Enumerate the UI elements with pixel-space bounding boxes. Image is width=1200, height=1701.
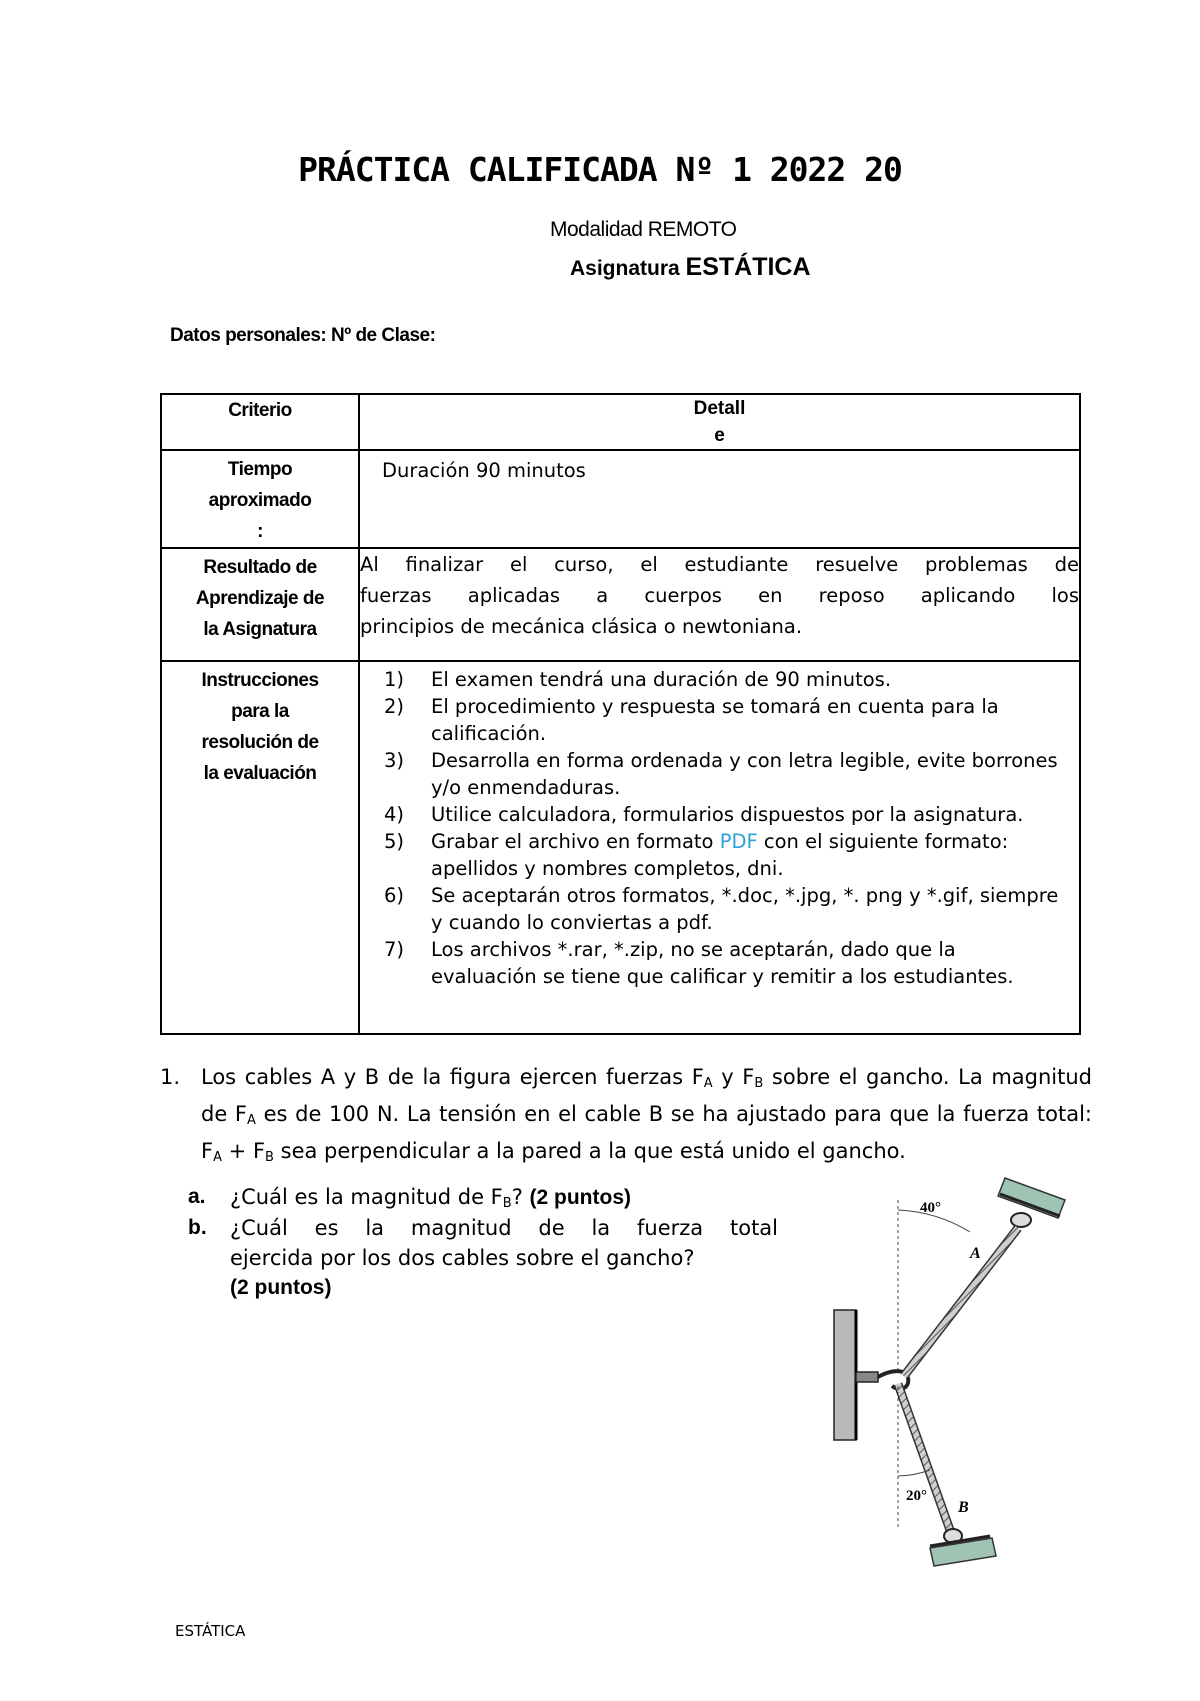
instrucciones-label	[161, 661, 359, 1034]
resultado-label	[161, 548, 359, 661]
points: (2 puntos)	[529, 1186, 631, 1209]
question-text	[201, 1062, 1092, 1173]
instrucciones-label-line-2: para la	[231, 701, 289, 722]
header-detalle-line-2: e	[714, 425, 725, 446]
cable-a-label: A	[970, 1245, 981, 1262]
page-title: PRÁCTICA CALIFICADA Nº 1 2022 20	[298, 150, 902, 189]
list-item-number: 1)	[384, 668, 405, 691]
asignatura-label: Asignatura	[570, 257, 680, 280]
cable-hook-figure	[820, 1170, 1090, 1590]
question-1	[160, 1062, 1092, 1173]
question-1b-label: b.	[188, 1216, 207, 1239]
resultado-line-2: fuerzas aplicadas a cuerpos en reposo aplicando los	[360, 584, 1079, 607]
tiempo-label-line-3: :	[257, 521, 263, 542]
subscript: B	[265, 1150, 274, 1165]
list-item-number: 6)	[384, 884, 405, 907]
instrucciones-label-line-1: Instrucciones	[201, 670, 319, 691]
bottom-support	[930, 1529, 996, 1566]
q-text-part: ?	[511, 1185, 530, 1209]
table-header-row	[161, 394, 1080, 450]
subscript: B	[502, 1196, 512, 1211]
list-item	[384, 747, 1059, 801]
subscript: A	[247, 1113, 256, 1128]
list-item-text-after: con el siguiente formato: apellidos y nombres completos, dni.	[431, 830, 1009, 880]
question-1a-label: a.	[188, 1185, 206, 1208]
pdf-link[interactable]: PDF	[719, 830, 758, 853]
instrucciones-label-line-4: la evaluación	[203, 763, 317, 784]
list-item-number: 3)	[384, 749, 405, 772]
q-text-part: sobre el gancho. La magnitud de F	[201, 1065, 1092, 1126]
list-item-text: Los archivos *.rar, *.zip, no se aceptarán, dado que la evaluación se tiene que calificar y remitir a los estudiantes.	[431, 938, 1014, 988]
header-detalle-line-1: Detall	[693, 398, 746, 419]
table-row	[161, 450, 1080, 548]
list-item-text: Desarrolla en forma ordenada y con letra legible, evite borrones y/o enmendaduras.	[431, 749, 1058, 799]
q-text-part: y F	[712, 1065, 755, 1089]
instrucciones-label-line-3: resolución de	[201, 732, 319, 753]
table-row	[161, 548, 1080, 661]
list-item-text: Utilice calculadora, formularios dispuestos por la asignatura.	[431, 803, 1024, 826]
criteria-table	[160, 393, 1081, 1035]
list-item	[384, 828, 1059, 882]
list-item-number: 5)	[384, 830, 405, 853]
question-1b-text	[230, 1213, 778, 1303]
tiempo-label-line-1: Tiempo	[227, 459, 293, 480]
list-item-text: El procedimiento y respuesta se tomará en cuenta para la calificación.	[431, 695, 999, 745]
tiempo-label-line-2: aproximado	[208, 490, 312, 511]
resultado-label-line-3: la Asignatura	[203, 619, 317, 640]
cable-b-label: B	[958, 1499, 969, 1516]
asignatura-text	[570, 253, 811, 282]
table-row	[161, 661, 1080, 1034]
angle-a-label: 40°	[920, 1200, 941, 1216]
list-item-number: 2)	[384, 695, 405, 718]
resultado-line-1: Al finalizar el curso, el estudiante resuelve problemas de	[360, 553, 1079, 576]
angle-b-label: 20°	[906, 1488, 927, 1504]
resultado-label-line-2: Aprendizaje de	[195, 588, 325, 609]
q-text-part: ¿Cuál es la magnitud de F	[230, 1185, 503, 1209]
q-text-part: es de 100 N. La tensión en el cable B se ha ajustado para que la fuerza total: F	[201, 1102, 1092, 1163]
cable-a-texture	[904, 1228, 1018, 1376]
list-item-text: El examen tendrá una duración de 90 minutos.	[431, 668, 892, 691]
cable-b-texture	[898, 1384, 950, 1530]
list-item	[384, 801, 1059, 828]
header-detalle	[359, 394, 1080, 450]
list-item-text: Se aceptarán otros formatos, *.doc, *.jpg, *. png y *.gif, siempre y cuando lo conviertas a pdf.	[431, 884, 1059, 934]
question-1b-line-1: ¿Cuál es la magnitud de la fuerza total	[230, 1216, 778, 1240]
list-item-number: 7)	[384, 938, 405, 961]
resultado-label-line-1: Resultado de	[203, 557, 317, 578]
question-number: 1.	[160, 1065, 181, 1089]
datos-personales: Datos personales: Nº de Clase:	[170, 325, 436, 346]
top-support	[998, 1178, 1065, 1227]
subscript: B	[754, 1076, 764, 1091]
instrucciones-detail	[359, 661, 1080, 1034]
wall	[834, 1310, 856, 1440]
instructions-list	[360, 662, 1079, 990]
tiempo-detail: Duración 90 minutos	[359, 450, 1080, 548]
resultado-detail	[359, 548, 1080, 661]
q-text-part: + F	[222, 1139, 266, 1163]
subscript: A	[213, 1150, 222, 1165]
modalidad-text: Modalidad REMOTO	[550, 218, 737, 241]
list-item	[384, 882, 1059, 936]
list-item	[384, 936, 1059, 990]
tiempo-label	[161, 450, 359, 548]
q-text-part: sea perpendicular a la pared a la que está unido el gancho.	[273, 1139, 906, 1163]
list-item-text-before: Grabar el archivo en formato	[431, 830, 720, 853]
resultado-line-3: principios de mecánica clásica o newtoniana.	[360, 615, 803, 638]
subscript: A	[703, 1076, 713, 1091]
question-1b-line-2: ejercida por los dos cables sobre el gancho?	[230, 1246, 695, 1270]
list-item-number: 4)	[384, 803, 405, 826]
asignatura-value: ESTÁTICA	[685, 253, 811, 281]
header-criterio: Criterio	[161, 394, 359, 450]
list-item	[384, 666, 1059, 693]
list-item	[384, 693, 1059, 747]
points: (2 puntos)	[230, 1276, 332, 1299]
q-text-part: Los cables A y B de la figura ejercen fuerzas F	[201, 1065, 704, 1089]
footer-text: ESTÁTICA	[175, 1622, 246, 1640]
